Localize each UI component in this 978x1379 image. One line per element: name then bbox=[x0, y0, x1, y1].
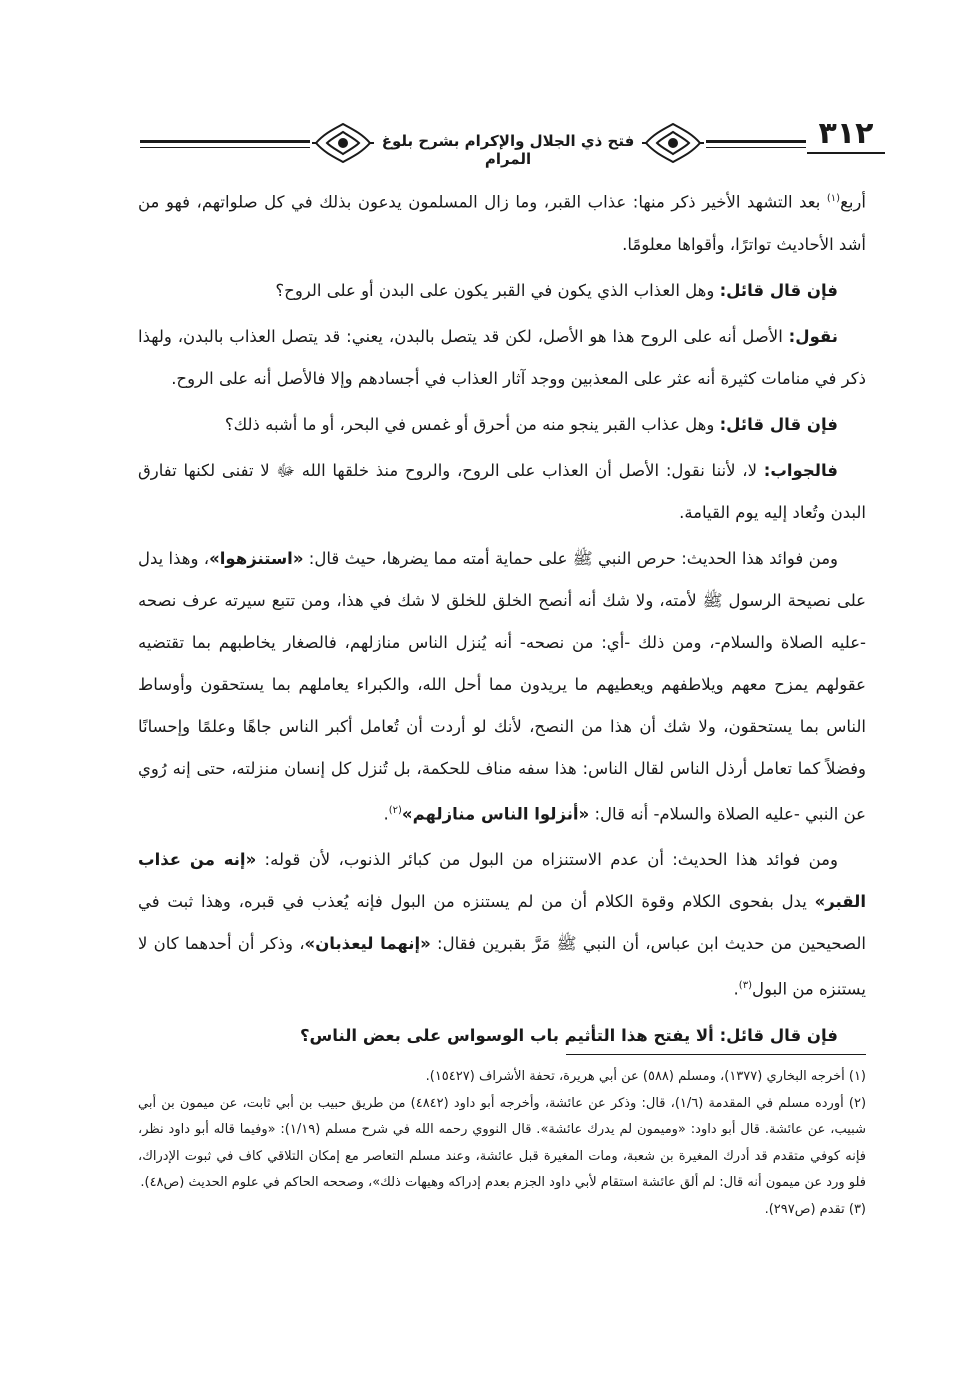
floral-ornament-right-icon bbox=[642, 120, 704, 166]
footnote-3: (٣) تقدم (ص٢٩٧). bbox=[764, 1201, 866, 1217]
floral-ornament-left-icon bbox=[312, 120, 374, 166]
page-number-rule bbox=[807, 152, 885, 154]
bold-text: «أنزلوا الناس منازلهم» bbox=[401, 804, 590, 823]
bold-text: فالجواب: bbox=[763, 460, 838, 480]
footnotes bbox=[138, 1064, 866, 1223]
footnote-marker: (٢) bbox=[388, 804, 402, 816]
text-run: يدل بفحوى الكلام وقوة الكلام أن من لم يستنزه من البول فإنه يُعذب في قبره، وهذا ثبت في الصحيحين من حديث ابن عباس، أن النبي ﷺ مَرَّ بقبرين فقال: bbox=[138, 892, 866, 953]
header-rule-left bbox=[140, 140, 310, 143]
header-rule-right bbox=[706, 140, 806, 143]
text-run: الأصل أنه على الروح هذا هو الأصل، لكن قد يتصل بالبدن، يعني: قد يتصل العذاب بالبدن، ولهذا ذكر في منامات كثيرة أنه عثر على المعذبين ووجد آثار العذاب في أجسادهم وإلا فالأصل أنه على الروح. bbox=[138, 326, 866, 388]
bold-text: ألا يفتح هذا التأثيم باب الوسواس على بعض الناس؟ bbox=[299, 1025, 720, 1045]
bold-text: فإن قال قائل: bbox=[719, 1025, 838, 1045]
paragraph bbox=[138, 404, 866, 446]
bold-text: فإن قال قائل: bbox=[719, 280, 838, 300]
footnote-marker: (١) bbox=[826, 193, 841, 204]
footnote-1: (١) أخرجه البخاري (١٣٧٧)، ومسلم (٥٨٨) عن أبي هريرة، تحفة الأشراف (١٥٤٢٧). bbox=[425, 1069, 866, 1084]
header-rule-left-thin bbox=[140, 147, 310, 148]
bold-text: «استنزهوا» bbox=[209, 548, 304, 568]
text-run: وهل العذاب الذي يكون في القبر يكون على البدن أو على الروح؟ bbox=[275, 280, 720, 300]
page-number: ٣١٢ bbox=[818, 116, 874, 151]
paragraph bbox=[138, 538, 866, 836]
bold-text: فإن قال قائل: bbox=[719, 414, 838, 434]
text-run: ، وذكر أن أحدهما كان لا يستنزه من البول bbox=[138, 934, 866, 999]
paragraph bbox=[138, 178, 866, 266]
header-rule-right-thin bbox=[706, 147, 806, 148]
bold-text: «إنه من عذاب القبر» bbox=[138, 850, 866, 911]
bold-text: نقول: bbox=[788, 326, 838, 346]
page-header bbox=[140, 112, 885, 172]
paragraph bbox=[138, 1015, 866, 1057]
text-run: بعد التشهد الأخير ذكر منها: عذاب القبر، وما زال المسلمون يدعون بذلك في كل صلواتهم، فهو من أشد الأحاديث تواترًا، وأقواها معلومًا. bbox=[138, 192, 866, 254]
text-run: أربع bbox=[840, 192, 866, 212]
bold-text: «إنهما ليعذبان» bbox=[304, 934, 431, 953]
text-run: . bbox=[733, 979, 739, 999]
text-run: ومن فوائد هذا الحديث: حرص النبي ﷺ على حماية أمته مما يضرها، حيث قال: bbox=[303, 548, 838, 568]
text-run: ، وهذا يدل على نصيحة الرسول ﷺ لأمته، ولا شك أنه أنصح الخلق للخلق لا شك في هذا، ومن تتبع سيرته عرف نصحه -عليه الصلاة والسلام-، ومن ذلك -أي: من نصحه- أنه يُنزل الناس منازلهم، فالصغار يخاطبهم بما تقتضيه عقولهم يمزح معهم ويلاطفهم ويعطيهم ما يريدون مما أحل الله، والكبراء يعاملهم بما يستحقون وأوساط الناس بما يستحقون، ولا شك أن هذا من النصح، لأنك لو أردت أن تُعامل أكبر الناس جاهًا وعلمًا وإحسانًا وفضلاً كما تعامل أرذل الناس لقال الناس: هذا سفه مناف للحكمة، بل تُنزل كل إنسان منزلته، حتى إنه رُوي عن النبي -عليه الصلاة والسلام- أنه قال: bbox=[138, 548, 866, 823]
main-text bbox=[138, 178, 866, 1061]
paragraph bbox=[138, 316, 866, 400]
paragraph bbox=[138, 270, 866, 312]
text-run: وهل عذاب القبر ينجو منه من أحرق أو غمس في البحر، أو ما أشبه ذلك؟ bbox=[224, 414, 720, 434]
footnote-separator bbox=[566, 1054, 866, 1055]
text-run: . bbox=[383, 804, 389, 823]
text-run: لا، لأننا نقول: الأصل أن العذاب على الروح، والروح منذ خلقها الله ﷻ لا تفنى لكنها تفارق البدن وتُعاد إليه يوم القيامة. bbox=[138, 460, 866, 522]
footnote-2: (٢) أورده مسلم في المقدمة (١/٦)، قال: وذكر عن عائشة، وأخرجه أبو داود (٤٨٤٢) من طريق حبيب بن أبي ثابت، عن ميمون بن أبي شبيب، عن عائشة. قال أبو داود: «وميمون لم يدرك عائشة». قال النووي رحمه الله في شرح مسلم (١/١٩): «وفيما قاله أبو داود نظر، فإنه كوفي متقدم قد أدرك المغيرة بن شعبة، ومات المغيرة قبل عائشة، وعند مسلم التعاصر مع إمكان التلاقي كاف في ثبوت الإدراك، فلو ورد عن ميمون أنه قال: لم ألق عائشة استقام لأبي داود الجزم بعدم إدراكه وهيهات ذلك»، وصححه الحاكم في علوم الحديث (ص٤٨). bbox=[138, 1095, 867, 1190]
running-title: فتح ذي الجلال والإكرام بشرح بلوغ المرام bbox=[381, 132, 635, 168]
footnote-marker: (٣) bbox=[738, 980, 752, 991]
text-run: ومن فوائد هذا الحديث: أن عدم الاستنزاه من البول من كبائر الذنوب، لأن قوله: bbox=[256, 850, 838, 869]
paragraph bbox=[138, 450, 866, 534]
paragraph bbox=[138, 839, 866, 1011]
